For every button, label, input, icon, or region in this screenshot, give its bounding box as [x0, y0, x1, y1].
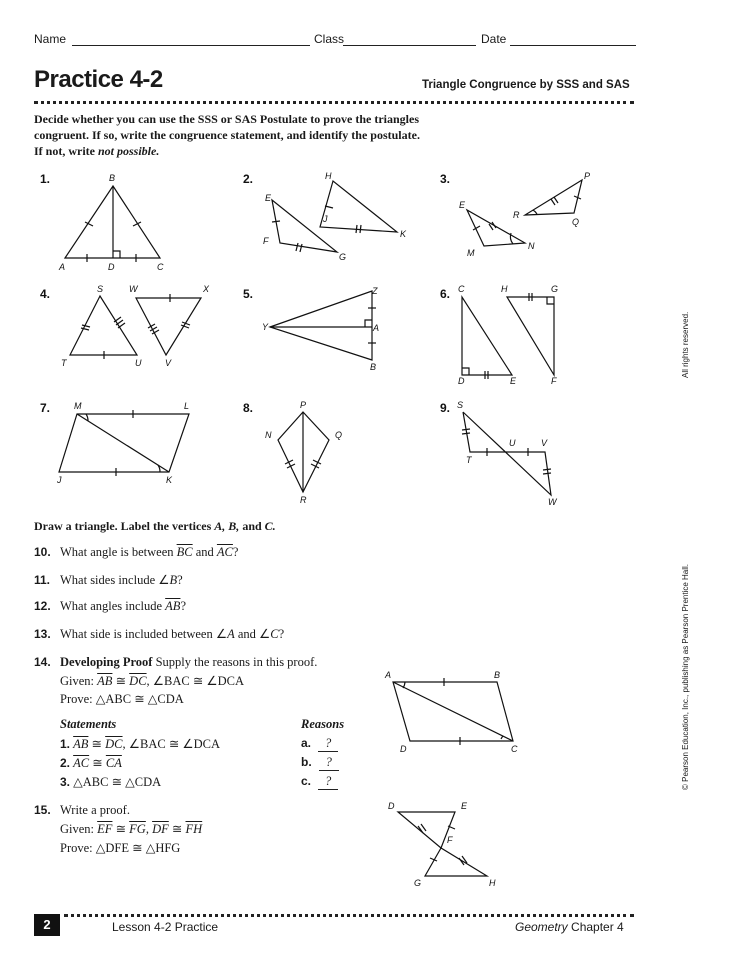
draw-instruction-c: and: [239, 519, 265, 533]
reasons-heading: Reasons: [301, 717, 345, 731]
vertex-label: L: [184, 401, 190, 411]
q15-intro-text: Write a proof.: [60, 803, 130, 817]
vertex-label: U: [509, 438, 516, 448]
question-text: and: [192, 545, 217, 559]
question-number: 12.: [34, 599, 51, 613]
vertex-label: C: [511, 744, 518, 754]
figure-num: 3.: [440, 172, 451, 186]
vertex-label: N: [528, 241, 535, 251]
reason-letter: b.: [301, 755, 312, 769]
q15-prove: [34, 839, 202, 858]
figure-num: 9.: [440, 401, 451, 415]
question-number: 11.: [34, 573, 51, 587]
vertex-label: Q: [335, 430, 343, 440]
vertex-label: A: [59, 262, 66, 272]
reason-letter: a.: [301, 736, 312, 750]
question-number: 15.: [34, 803, 51, 817]
vertex-label: P: [584, 171, 591, 181]
statement-rest: , ∠BAC ≅ ∠DCA: [122, 737, 221, 751]
draw-instruction-b: A, B,: [214, 519, 240, 533]
reason-row-a: [301, 736, 338, 752]
instructions-line2: congruent. If so, write the congruence statement, and identify the postulate.: [34, 128, 420, 142]
vertex-label: K: [166, 475, 173, 485]
page-number: 2: [34, 914, 60, 936]
row-number: 3.: [60, 775, 71, 789]
question-text: ?: [278, 627, 285, 641]
figure-3: [467, 180, 582, 246]
segment-ab: $\overline{AB}$: [97, 673, 113, 688]
figure-num: 8.: [243, 401, 254, 415]
vertex-label: H: [501, 284, 508, 294]
vertex-label: F: [447, 835, 453, 845]
figure-num: 1.: [40, 172, 51, 186]
date-label: Date: [481, 32, 507, 46]
vertex-label: F: [263, 236, 269, 246]
vertex-label: J: [57, 475, 62, 485]
question-11: [34, 572, 183, 588]
vertex-label: G: [414, 878, 422, 888]
vertex-label: Z: [372, 286, 378, 296]
figure-num: 7.: [40, 401, 51, 415]
instructions-line1: Decide whether you can use the SSS or SAS Postulate to prove the triangles: [34, 112, 419, 126]
question-text: What angle is between: [60, 545, 177, 559]
vertex-label: V: [165, 358, 172, 368]
figure-2: [272, 181, 397, 252]
vertex-label: X: [203, 284, 210, 294]
q15-given: [34, 820, 202, 839]
proof-row-3: [60, 774, 161, 790]
segment-fg: $\overline{FG}$: [129, 822, 146, 836]
question-text: and ∠: [234, 627, 271, 641]
reason-blank[interactable]: ?: [319, 755, 339, 771]
vertex-label: W: [548, 497, 557, 507]
question-number: 14.: [34, 655, 51, 669]
footer-book-italic: Geometry: [515, 920, 568, 934]
segment-ca: $\overline{CA}$: [105, 756, 122, 770]
vertex-label: K: [400, 229, 407, 239]
question-12: [34, 599, 186, 614]
side-copyright: © Pearson Education, Inc., publishing as Pearson Prentice Hall.: [681, 563, 690, 790]
figure-6: [462, 293, 554, 379]
vertex-label: B: [109, 173, 116, 183]
proof-row-1: [60, 736, 220, 752]
vertex-label: B: [370, 362, 377, 372]
segment-df: $\overline{DF}$: [152, 822, 169, 836]
figure-4: [70, 294, 201, 359]
vertex-label: A: [373, 323, 380, 333]
figure-num: 2.: [243, 172, 254, 186]
prove-text: △DFE ≅ △HFG: [95, 841, 181, 855]
vertex-label: W: [129, 284, 138, 294]
vertex-label: E: [265, 193, 272, 203]
figure-1: [65, 186, 160, 262]
segment-dc: $\overline{DC}$: [105, 737, 123, 751]
q14-intro: [34, 653, 317, 672]
question-text: ?: [177, 573, 183, 587]
statements-heading: Statements: [60, 717, 117, 731]
segment-ac: $\overline{AC}$: [216, 545, 233, 559]
question-text: What side is included between ∠: [60, 627, 228, 641]
segment-bc: $\overline{BC}$: [176, 545, 193, 559]
draw-instruction-a: Draw a triangle. Label the vertices: [34, 519, 215, 533]
vertex-label: E: [461, 801, 468, 811]
angle-vertex: A: [227, 627, 235, 641]
reason-blank[interactable]: ?: [318, 736, 338, 752]
page-subtitle: Triangle Congruence by SSS and SAS: [422, 79, 630, 91]
given-rest: , ∠BAC ≅ ∠DCA: [146, 673, 245, 688]
segment-ab: $\overline{AB}$: [73, 737, 89, 751]
vertex-label: T: [61, 358, 67, 368]
instructions-line3-a: If not, write: [34, 144, 98, 158]
question-text: ?: [180, 599, 187, 613]
q14-prove: [34, 690, 317, 709]
figure-8: [278, 412, 329, 492]
vertex-label: S: [97, 284, 104, 294]
segment-dc: $\overline{DC}$: [129, 673, 147, 688]
question-number: 13.: [34, 627, 51, 641]
footer-book: [515, 920, 624, 934]
vertex-label: C: [157, 262, 164, 272]
prove-label: Prove:: [60, 692, 93, 706]
class-label: Class: [314, 32, 345, 46]
reason-blank[interactable]: ?: [318, 774, 338, 790]
comma: ,: [145, 822, 153, 836]
given-label: Given:: [60, 673, 95, 688]
congruent-sign: ≅: [112, 822, 130, 836]
draw-instruction-d: C.: [264, 519, 276, 533]
proof-row-2: [60, 755, 122, 771]
footer-divider: [64, 914, 634, 917]
side-rights: All rights reserved.: [681, 311, 690, 378]
q14-given: [34, 672, 317, 691]
prove-text: △ABC ≅ △CDA: [95, 692, 184, 706]
q15-intro: [34, 801, 202, 820]
segment-ef: $\overline{EF}$: [97, 822, 113, 836]
page-title: Practice 4-2: [34, 66, 163, 93]
vertex-label: M: [74, 401, 82, 411]
figure-14: [393, 678, 513, 745]
question-number: 10.: [34, 545, 51, 559]
vertex-label: U: [135, 358, 142, 368]
vertex-label: H: [489, 878, 496, 888]
congruent-sign: ≅: [168, 822, 186, 836]
figure-num: 5.: [243, 287, 254, 301]
draw-instruction: [34, 519, 276, 534]
vertex-label: A: [385, 670, 392, 680]
vertex-label: P: [300, 400, 307, 410]
vertex-label: E: [459, 200, 466, 210]
q14-intro-text: Supply the reasons in this proof.: [155, 655, 318, 669]
q14-title: Developing Proof: [60, 655, 153, 669]
figure-15: [398, 812, 487, 876]
question-text: What sides include ∠: [60, 573, 170, 587]
name-label: Name: [34, 32, 67, 46]
vertex-label: Q: [572, 217, 580, 227]
figure-5: [270, 291, 376, 360]
vertex-label: D: [400, 744, 407, 754]
row-number: 1.: [60, 737, 71, 751]
instructions-line3-b: not possible.: [97, 144, 160, 158]
question-14: [34, 653, 317, 709]
vertex-label: B: [494, 670, 501, 680]
vertex-label: N: [265, 430, 272, 440]
vertex-label: V: [541, 438, 548, 448]
given-label: Given:: [60, 822, 95, 836]
vertex-label: T: [466, 455, 472, 465]
congruent-sign: ≅: [88, 737, 106, 751]
reason-letter: c.: [301, 774, 312, 788]
vertex-label: J: [323, 214, 328, 224]
reason-row-b: [301, 755, 339, 771]
vertex-label: M: [467, 248, 475, 258]
vertex-label: D: [458, 376, 465, 386]
vertex-label: G: [339, 252, 347, 262]
vertex-label: H: [325, 171, 332, 181]
row-number: 2.: [60, 756, 71, 770]
figure-num: 6.: [440, 287, 451, 301]
vertex-label: F: [551, 376, 557, 386]
angle-vertex: B: [169, 573, 178, 587]
question-text: ?: [232, 545, 239, 559]
vertex-label: D: [388, 801, 395, 811]
footer-lesson: Lesson 4-2 Practice: [112, 920, 219, 934]
prove-label: Prove:: [60, 841, 93, 855]
footer-book-rest: Chapter 4: [567, 920, 624, 934]
question-10: [34, 545, 238, 560]
vertex-label: C: [458, 284, 465, 294]
figure-7: [59, 410, 189, 476]
vertex-label: R: [300, 495, 307, 505]
vertex-label: D: [108, 262, 115, 272]
segment-ac: $\overline{AC}$: [73, 756, 90, 770]
vertex-label: Y: [262, 322, 269, 332]
vertex-label: G: [551, 284, 559, 294]
statement-rest: △ABC ≅ △CDA: [73, 775, 162, 789]
question-13: [34, 626, 284, 642]
vertex-label: S: [457, 400, 464, 410]
segment-fh: $\overline{FH}$: [185, 822, 203, 836]
segment-ab: $\overline{AB}$: [165, 599, 181, 613]
congruent-sign: ≅: [89, 756, 106, 770]
vertex-label: E: [510, 376, 517, 386]
congruent-sign: ≅: [112, 673, 130, 688]
angle-vertex: C: [270, 627, 279, 641]
reason-row-c: [301, 774, 338, 790]
figure-num: 4.: [40, 287, 51, 301]
question-text: What angles include: [60, 599, 166, 613]
figure-9: [462, 412, 551, 495]
question-15: [34, 801, 202, 858]
vertex-label: R: [513, 210, 520, 220]
